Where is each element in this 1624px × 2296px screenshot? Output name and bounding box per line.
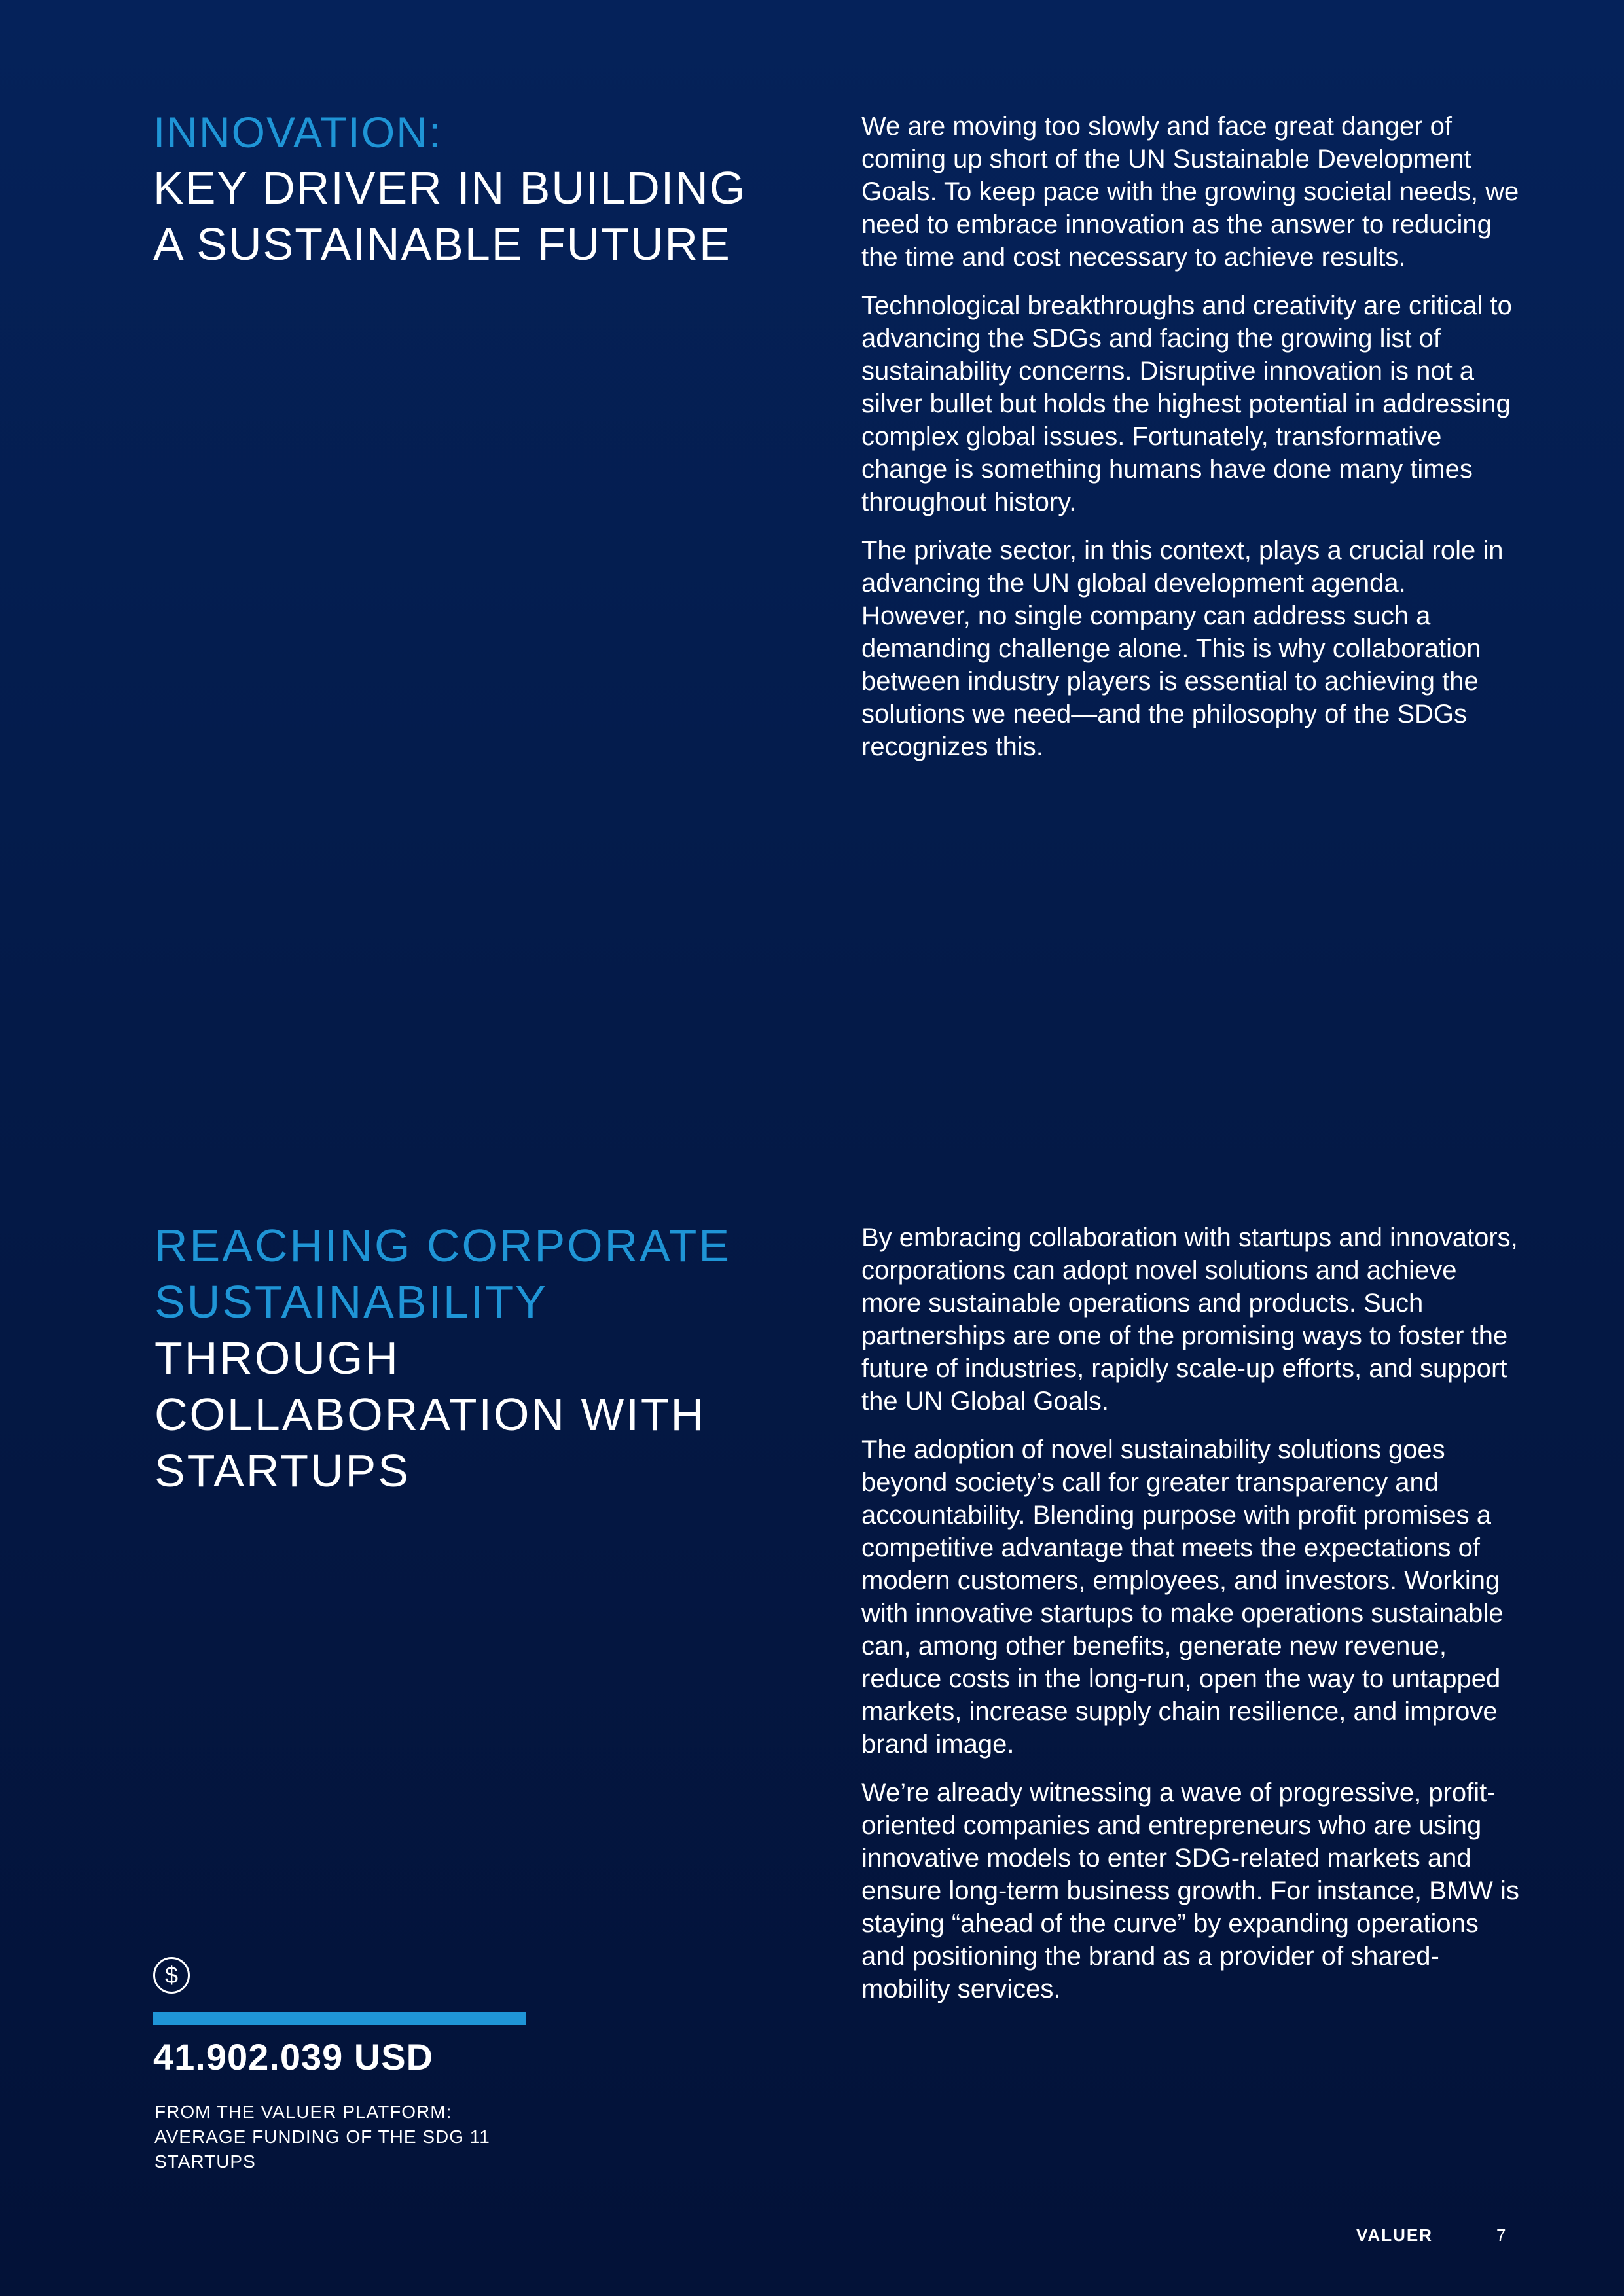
section1-heading-line-1: KEY DRIVER IN BUILDING — [153, 162, 747, 213]
section2-heading-line-2: COLLABORATION WITH — [154, 1389, 706, 1440]
section1-paragraph-1: We are moving too slowly and face great danger of coming up short of the UN Sustainable Development Goals. To keep pace with the growing societal needs, we need to embrace innovation as the answer to reducing the time and cost necessary to achieve results. — [861, 112, 1519, 272]
section2-heading-line-1: THROUGH — [154, 1333, 400, 1384]
section2-paragraph-1: By embracing collaboration with startups and innovators, corporations can adopt novel solutions and achieve more sustainable operations and products. Such partnerships are one of the promising ways to foster the future of industries, rapidly scale-up efforts, and support the UN Global Goals. — [861, 1223, 1518, 1416]
section2-heading-accent-line-1: REACHING CORPORATE — [154, 1220, 732, 1271]
section1-heading — [153, 160, 808, 272]
section2-paragraph-3: We’re already witnessing a wave of progressive, profit-oriented companies and entrepreneurs who are using innovative models to enter SDG-related markets and ensure long-term business growth. For instance, BMW is staying “ahead of the curve” by expanding operations and positioning the brand as a provider of shared-mobility services. — [861, 1778, 1519, 2003]
page-number: 7 — [1496, 2225, 1506, 2245]
dollar-glyph: $ — [164, 1962, 179, 1988]
section1-body — [861, 110, 1521, 779]
stat-caption-line-2: AVERAGE FUNDING OF THE SDG 11 — [154, 2126, 490, 2147]
section1-heading-accent: INNOVATION: — [153, 108, 442, 156]
section2-paragraph-2: The adoption of novel sustainability solutions goes beyond society’s call for greater transparency and accountability. Blending purpose with profit promises a competitive advantage that meets the expectations of modern customers, employees, and investors. Working with innovative startups to make operations sustainable can, among other benefits, generate new revenue, reduce costs in the long-run, open the way to untapped markets, increase supply chain resilience, and improve brand image. — [861, 1435, 1504, 1759]
dollar-circle-icon — [153, 1957, 190, 1994]
stat-caption-line-3: STARTUPS — [154, 2151, 256, 2172]
stat-caption — [154, 2100, 560, 2174]
section2-body — [861, 1221, 1521, 2021]
stat-value: 41.902.039 USD — [153, 2036, 434, 2077]
brand-logo-text: VALUER — [1356, 2225, 1433, 2245]
section2-heading — [154, 1330, 809, 1499]
section1-heading-line-2: A SUSTAINABLE FUTURE — [153, 219, 731, 270]
stat-accent-bar — [153, 2012, 526, 2025]
section1-paragraph-2: Technological breakthroughs and creativity are critical to advancing the SDGs and facing the growing list of sustainability concerns. Disruptive innovation is not a silver bullet but holds the highest potential in addressing complex global issues. Fortunately, transformative change is something humans have done many times throughout history. — [861, 291, 1512, 516]
section2-heading-accent — [154, 1217, 809, 1330]
section1-paragraph-3: The private sector, in this context, plays a crucial role in advancing the UN global development agenda. However, no single company can address such a demanding challenge alone. This is why collaboration between industry players is essential to achieving the solutions we need—and the philosophy of the SDGs recognizes this. — [861, 536, 1504, 761]
section2-heading-line-3: STARTUPS — [154, 1445, 410, 1496]
section2-heading-accent-line-2: SUSTAINABILITY — [154, 1276, 548, 1327]
stat-caption-line-1: FROM THE VALUER PLATFORM: — [154, 2102, 452, 2122]
